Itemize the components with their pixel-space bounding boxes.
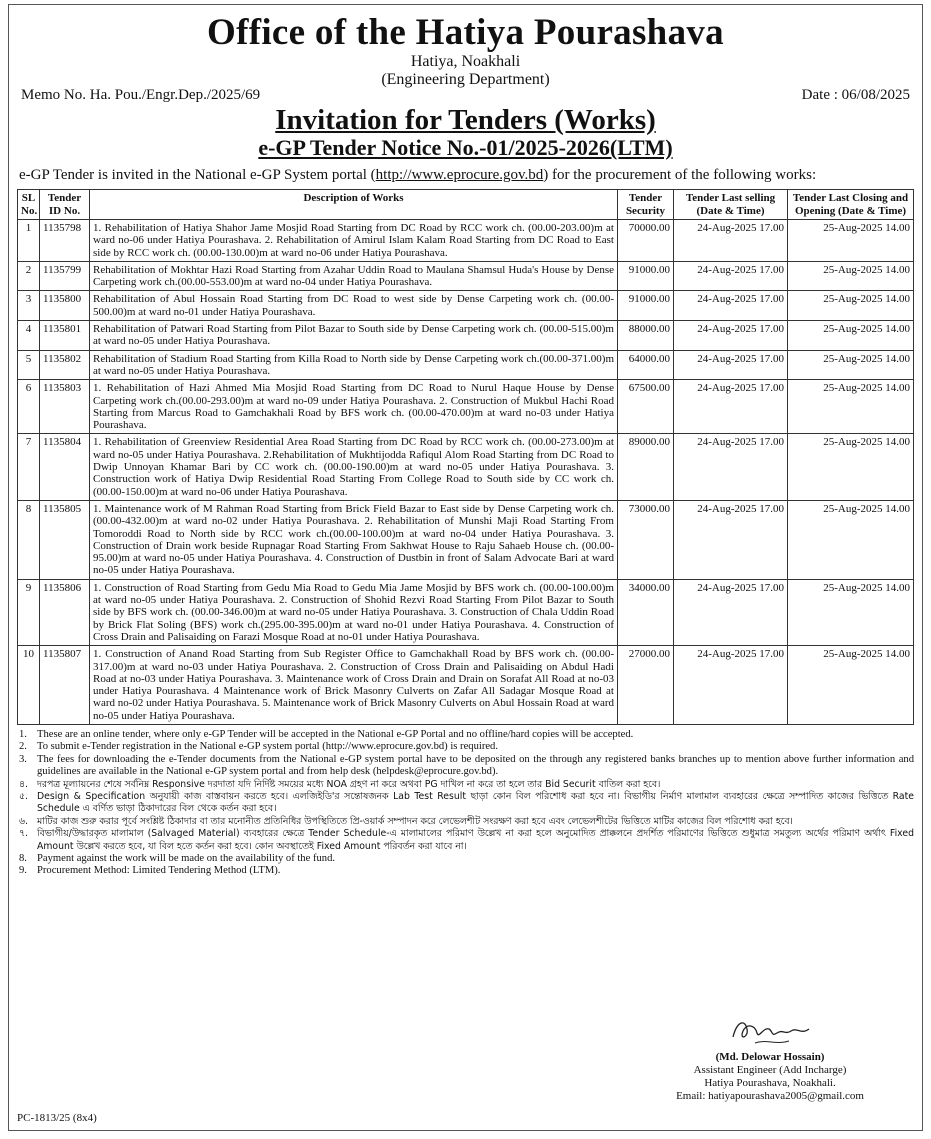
sl-cell: 3 — [18, 291, 40, 321]
list-item — [17, 828, 914, 853]
selling-cell: 24-Aug-2025 17.00 — [674, 350, 788, 380]
note-text: Procurement Method: Limited Tendering Method (LTM). — [37, 865, 281, 877]
closing-cell: 25-Aug-2025 14.00 — [788, 261, 914, 291]
note-text: দরপত্র মূল্যায়নের শেষে সর্বনিম্ন Responsive দরদাতা যদি নির্দিষ্ট সময়ের মধ্যে NOA গ্রহণ না করে অথবা PG দাখিল না করে তা হলে তার Bid Securit বাতিল করা হবে। — [37, 778, 661, 790]
selling-cell: 24-Aug-2025 17.00 — [674, 380, 788, 434]
signatory-office: Hatiya Pourashava, Noakhali. — [704, 1077, 836, 1089]
selling-cell: 24-Aug-2025 17.00 — [674, 434, 788, 500]
table-row — [18, 434, 914, 500]
security-cell: 27000.00 — [618, 646, 674, 725]
sl-cell: 9 — [18, 579, 40, 645]
table-header-row — [18, 190, 914, 220]
note-number: ৬. — [19, 815, 28, 827]
description-cell: 1. Construction of Anand Road Starting from Sub Register Office to Gamchakhall Road by BFS work ch. (00.00-317.00)m at ward no-03 under Hatiya Pourashava. 2. Construction of Cross Drain and Palisaiding on Abdul Hadi Road at no-03 under Hatiya Pourashava. 3. Maintenance work of Cross Drain and Drain on Sorafat All Road at no-03 under Hatiya Pourashava. 4 Maintenance work of Brick Masonry Culverts on Zafar All Sadagar Mosque Road at ward no-02 under Hatiya Pourashava. 5. Maintenance work of Brick Masonry Culverts on Abul Hossain Road at ward no-05 under Hatiya Pourashava. — [90, 646, 618, 725]
list-item — [17, 816, 914, 828]
security-cell: 89000.00 — [618, 434, 674, 500]
department-name: (Engineering Department) — [381, 71, 550, 88]
note-text: বিভাগীয়/উদ্ধারকৃত মালামাল (Salvaged Material) ব্যবহারের ক্ষেত্রে Tender Schedule-এ মালামালের পরিমাণ উল্লেখ না করা হলে অনুমোদিত প্রাক্কলনে প্রদর্শিত পরিমাণের ভিত্তিতে শুধুমাত্র সমতুল্য অর্থের পরিমাণ অর্থাৎ Fixed Amount উল্লেখ করতে হবে, যা বিল হতে কর্তন করা হবে। কোন অবস্থাতেই Fixed Amount পরিবর্তন করা যাবে না। — [37, 828, 914, 852]
sl-cell: 2 — [18, 261, 40, 291]
sl-cell: 10 — [18, 646, 40, 725]
table-row — [18, 646, 914, 725]
note-number: ৫. — [19, 791, 28, 803]
description-cell: 1. Maintenance work of M Rahman Road Starting from Brick Field Bazar to East side by Dense Carpeting work ch.(00.00-432.00)m at ward no-02 under Hatiya Pourashava. 2. Rehabilitation of Munshi Maji Road Starting From Tomoroddi Road to North side by RCC work ch.(00.00-100.00)m at ward no-04 under Hatiya Pourashava. 3. Construction of Drain work beside Rupnagar Road Starting From Sakhwat House to Raju Sahaeb House ch. (00.00-95.00)m at ward no-05 under Hatiya Pourashava. 4. Construction of Dustbin in front of Salam Advocate Bari at ward no-05 under Hatiya Pourashava. — [90, 500, 618, 579]
description-cell: 1. Rehabilitation of Hatiya Shahor Jame Mosjid Road Starting from DC Road by RCC work ch. (00.00-203.00)m at ward no-06 under Hatiya Pourashava. 2. Rehabilitation of Amirul Islam Kalam Road Starting from DC Road to East side by RCC work ch. (00.00-130.00)m at ward no-06 under Hatiya Pourashava. — [90, 220, 618, 262]
print-code: PC-1813/25 (8x4) — [17, 1112, 97, 1124]
security-cell: 34000.00 — [618, 579, 674, 645]
note-text: These are an online tender, where only e-GP Tender will be accepted in the National e-GP Portal and no offline/hard copies will be accepted. — [37, 728, 634, 740]
sl-cell: 8 — [18, 500, 40, 579]
note-number: ৪. — [19, 778, 28, 790]
signatory-designation: Assistant Engineer (Add Incharge) — [693, 1064, 847, 1076]
table-row — [18, 220, 914, 262]
closing-cell: 25-Aug-2025 14.00 — [788, 350, 914, 380]
memo-row — [17, 85, 914, 107]
table-row — [18, 261, 914, 291]
note-text: The fees for downloading the e-Tender documents from the National e-GP system portal have to be deposited on the through any registered banks branches up to mention above further information and guidelines are available in the National e-GP system portal and from help desk (helpdesk@eprocure.gov.bd). — [37, 753, 914, 778]
eprocure-link[interactable]: http://www.eprocure.gov.bd — [375, 167, 544, 183]
list-item — [17, 865, 914, 877]
col-header-closing-opening: Tender Last Closing and Opening (Date & Time) — [788, 190, 914, 220]
security-cell: 88000.00 — [618, 321, 674, 351]
table-row — [18, 500, 914, 579]
tender-id-cell: 1135802 — [40, 350, 90, 380]
signatory-email: Email: hatiyapourashava2005@gmail.com — [676, 1090, 864, 1102]
note-number: 8. — [19, 853, 27, 865]
note-number: 1. — [19, 728, 27, 740]
security-cell: 91000.00 — [618, 261, 674, 291]
note-number: 2. — [19, 741, 27, 753]
terms-list — [17, 729, 914, 878]
tender-id-cell: 1135803 — [40, 380, 90, 434]
note-text: Payment against the work will be made on the availability of the fund. — [37, 853, 336, 865]
table-row — [18, 579, 914, 645]
selling-cell: 24-Aug-2025 17.00 — [674, 220, 788, 262]
sl-cell: 7 — [18, 434, 40, 500]
tender-id-cell: 1135801 — [40, 321, 90, 351]
closing-cell: 25-Aug-2025 14.00 — [788, 579, 914, 645]
tender-id-cell: 1135804 — [40, 434, 90, 500]
closing-cell: 25-Aug-2025 14.00 — [788, 380, 914, 434]
security-cell: 64000.00 — [618, 350, 674, 380]
intro-text — [19, 166, 914, 184]
description-cell: 1. Rehabilitation of Hazi Ahmed Mia Mosjid Road Starting from DC Road to Nurul Haque House by Dense Carpeting work ch.(00.00-293.00)m at ward no-09 under Hatiya Pourashava. 2. Construction of Mukbul Hachi Road Starting from Marcus Road to Gamchakhali Road by BFS work ch. (00.00-470.00)m at ward no-03 under Hatiya Pourashava. — [90, 380, 618, 434]
description-cell: Rehabilitation of Stadium Road Starting from Killa Road to North side by Dense Carpeting work ch.(00.00-371.00)m at ward no-05 under Hatiya Pourashava. — [90, 350, 618, 380]
tender-notice-page — [8, 4, 923, 1131]
table-row — [18, 321, 914, 351]
selling-cell: 24-Aug-2025 17.00 — [674, 646, 788, 725]
table-row — [18, 350, 914, 380]
tender-table — [17, 189, 914, 725]
selling-cell: 24-Aug-2025 17.00 — [674, 500, 788, 579]
col-header-security: Tender Security — [618, 190, 674, 220]
table-row — [18, 291, 914, 321]
closing-cell: 25-Aug-2025 14.00 — [788, 220, 914, 262]
col-header-last-selling: Tender Last selling (Date & Time) — [674, 190, 788, 220]
security-cell: 91000.00 — [618, 291, 674, 321]
selling-cell: 24-Aug-2025 17.00 — [674, 291, 788, 321]
memo-number: Memo No. Ha. Pou./Engr.Dep./2025/69 — [21, 87, 261, 103]
tender-id-cell: 1135807 — [40, 646, 90, 725]
tender-id-cell: 1135798 — [40, 220, 90, 262]
note-text: মাটির কাজ শুরু করার পূর্বে সংশ্লিষ্ট ঠিকাদার বা তার মনোনীত প্রতিনিধির উপস্থিতিতে প্রি-ওয়ার্ক সম্পাদন করে লেভেলশীট সংরক্ষণ করা হবে এবং লেভেলশীটের ভিত্তিতে মাটির কাজের বিল পরিশোধ করা হবে। — [37, 815, 793, 827]
tender-id-cell: 1135799 — [40, 261, 90, 291]
list-item — [17, 853, 914, 865]
note-number: 3. — [19, 753, 27, 765]
list-item — [17, 741, 914, 753]
closing-cell: 25-Aug-2025 14.00 — [788, 646, 914, 725]
signature-scribble-icon — [725, 1015, 815, 1049]
sl-cell: 5 — [18, 350, 40, 380]
description-cell: Rehabilitation of Mokhtar Hazi Road Starting from Azahar Uddin Road to Maulana Shamsul Huda's House by Dense Carpeting work ch.(00.00-553.00)m at ward no-04 under Hatiya Pourashava. — [90, 261, 618, 291]
description-cell: Rehabilitation of Patwari Road Starting from Pilot Bazar to South side by Dense Carpeting work ch. (00.00-515.00)m at ward no-05 under Hatiya Pourashava. — [90, 321, 618, 351]
selling-cell: 24-Aug-2025 17.00 — [674, 579, 788, 645]
tender-id-cell: 1135806 — [40, 579, 90, 645]
office-title: Office of the Hatiya Pourashava — [207, 12, 724, 53]
security-cell: 67500.00 — [618, 380, 674, 434]
col-header-tender-id: Tender ID No. — [40, 190, 90, 220]
invitation-heading: Invitation for Tenders (Works) — [275, 104, 656, 136]
closing-cell: 25-Aug-2025 14.00 — [788, 291, 914, 321]
signatory-name: (Md. Delowar Hossain) — [715, 1051, 825, 1063]
selling-cell: 24-Aug-2025 17.00 — [674, 261, 788, 291]
office-location: Hatiya, Noakhali — [410, 53, 521, 70]
note-number: ৭. — [19, 828, 28, 840]
closing-cell: 25-Aug-2025 14.00 — [788, 434, 914, 500]
list-item — [17, 754, 914, 779]
sl-cell: 6 — [18, 380, 40, 434]
sl-cell: 1 — [18, 220, 40, 262]
security-cell: 70000.00 — [618, 220, 674, 262]
description-cell: Rehabilitation of Abul Hossain Road Starting from DC Road to west side by Dense Carpeting work ch. (00.00-500.00)m at ward no-01 under Hatiya Pourashava. — [90, 291, 618, 321]
note-text: To submit e-Tender registration in the National e-GP system portal (http://www.eprocure.gov.bd) is required. — [37, 741, 498, 753]
selling-cell: 24-Aug-2025 17.00 — [674, 321, 788, 351]
sl-cell: 4 — [18, 321, 40, 351]
tender-id-cell: 1135800 — [40, 291, 90, 321]
signature-block — [676, 1015, 864, 1103]
col-header-sl: SL No. — [18, 190, 40, 220]
closing-cell: 25-Aug-2025 14.00 — [788, 500, 914, 579]
table-row — [18, 380, 914, 434]
security-cell: 73000.00 — [618, 500, 674, 579]
description-cell: 1. Rehabilitation of Greenview Residential Area Road Starting from DC Road by RCC work ch. (00.00-273.00)m at ward no-05 under Hatiya Pourashava. 2.Rehabilitation of Mukhtijodda Rafiqul Alom Road Starting from DC Road to Dwip Unnoyan Khamar Bari by CC work ch. (00.00-190.00)m at ward no-05 under Hatiya Pourashava. 3. Construction work of Hatiya Dwip Residential Road Starting From College Road to South side by CC work ch.(00.00-150.00)m at ward no-06 under Hatiya Pourashava. — [90, 434, 618, 500]
list-item — [17, 791, 914, 816]
notice-date: Date : 06/08/2025 — [801, 87, 910, 103]
note-text: Design & Specification অনুযায়ী কাজ বাস্তবায়ন করতে হবে। এলজিইডি'র সন্তোষজনক Lab Test Result ছাড়া কোন বিল পরিশোধ করা হবে না। বিভাগীয় নির্মাণ মালামাল ব্যবহারের ক্ষেত্রে সম্পাদিত কাজের ভিত্তিতে Rate Schedule এ বর্ণিত ভাড়া ঠিকাদারের বিল থেকে কর্তন করা হবে। — [37, 791, 914, 815]
notice-number: e-GP Tender Notice No.-01/2025-2026(LTM) — [258, 135, 673, 160]
list-item — [17, 729, 914, 741]
note-number: 9. — [19, 865, 27, 877]
closing-cell: 25-Aug-2025 14.00 — [788, 321, 914, 351]
list-item — [17, 779, 914, 791]
description-cell: 1. Construction of Road Starting from Gedu Mia Road to Gedu Mia Jame Mosjid by BFS work ch. (00.00-100.00)m at ward no-05 under Hatiya Pourashava. 2. Construction of Shohid Rezvi Road Starting From Pilot Bazar to South side by BFS work ch. (00.00-346.00)m at ward no-05 under Hatiya Pourashava. 3. Construction of Chala Uddin Road by Brick Flat Soling (BFS) work ch.(295.00-395.00)m at ward no-01 under Hatiya Pourashava. 4. Construction of Cross Drain and Palisaiding on Farazi Mosque Road at no-01 under Hatiya Pourashava. — [90, 579, 618, 645]
intro-after: ) for the procurement of the following works: — [543, 167, 817, 183]
col-header-description: Description of Works — [90, 190, 618, 220]
intro-before: e-GP Tender is invited in the National e-GP System portal ( — [19, 167, 376, 183]
tender-id-cell: 1135805 — [40, 500, 90, 579]
